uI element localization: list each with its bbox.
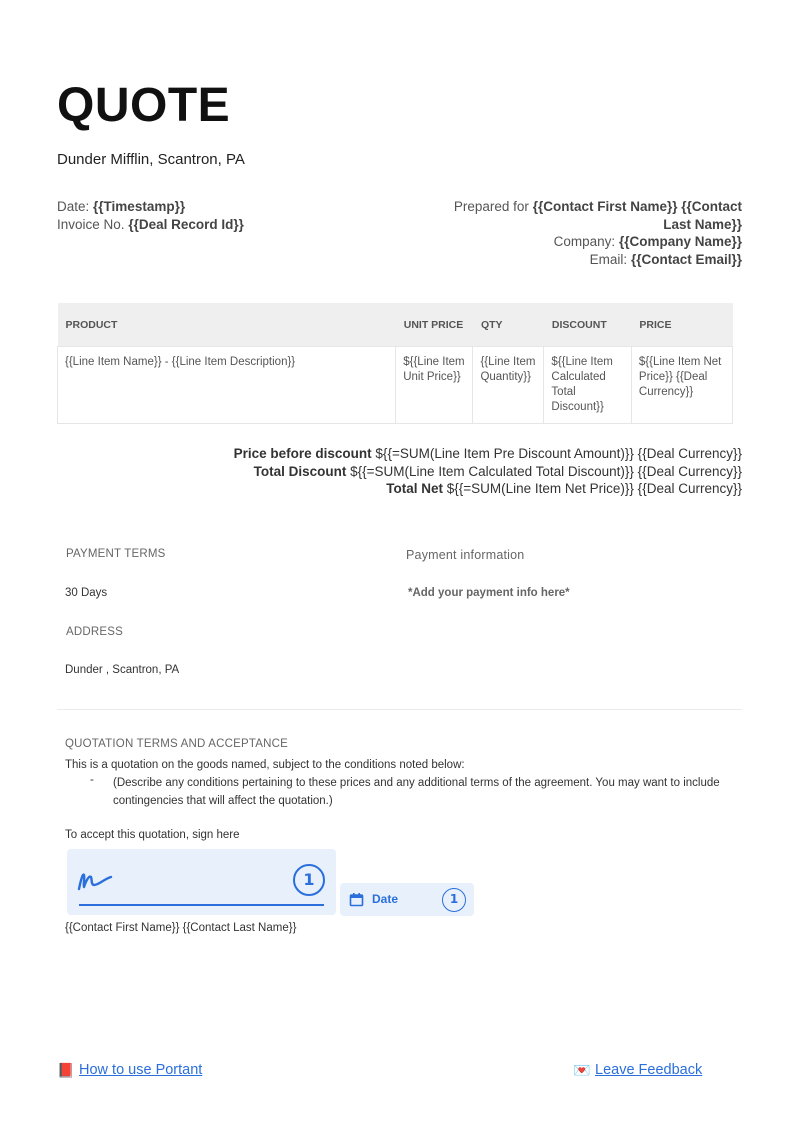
- total-discount-label: Total Discount: [253, 463, 347, 479]
- header-product: PRODUCT: [58, 303, 396, 347]
- invoice-label: Invoice No.: [57, 216, 125, 232]
- price-before-discount-label: Price before discount: [233, 446, 372, 461]
- how-to-use-link[interactable]: How to use Portant: [79, 1062, 203, 1078]
- date-order-badge: 1: [442, 888, 466, 912]
- company-name: Dunder Mifflin, Scantron, PA: [57, 151, 245, 168]
- totals-block: [234, 445, 742, 498]
- email-value: {{Contact Email}}: [630, 251, 742, 267]
- signature-line: [79, 904, 324, 906]
- signature-scribble-icon: [77, 865, 117, 895]
- terms-condition: (Describe any conditions pertaining to these prices and any additional terms of the agreement. You may want to include contingencies that will affect the quotation.): [113, 777, 720, 807]
- terms-heading: QUOTATION TERMS AND ACCEPTANCE: [65, 738, 289, 750]
- total-net-label: Total Net: [386, 481, 443, 496]
- total-net-row: [234, 480, 742, 498]
- address-value: Dunder , Scantron, PA: [65, 664, 180, 676]
- invoice-row: [57, 216, 244, 234]
- payment-terms-value: 30 Days: [65, 587, 108, 599]
- company-value: {{Company Name}}: [618, 234, 742, 249]
- prepared-for-row: [412, 198, 742, 216]
- total-net-value: ${{=SUM(Line Item Net Price)}} {{Deal Currency}}: [446, 481, 742, 496]
- calendar-icon: [349, 892, 364, 907]
- line-items-table: [57, 303, 733, 424]
- table-header-row: [58, 303, 733, 347]
- love-letter-icon: 💌: [573, 1062, 591, 1078]
- book-icon: 📕: [57, 1062, 75, 1078]
- date-field[interactable]: [340, 883, 474, 916]
- prepared-for-value-cont: Last Name}}: [663, 216, 742, 232]
- prepared-for-row-2: [412, 216, 742, 234]
- header-qty: QTY: [473, 303, 544, 347]
- cell-discount: ${{Line Item Calculated Total Discount}}: [544, 347, 631, 424]
- document-title: QUOTE: [57, 79, 231, 132]
- signature-field[interactable]: [67, 849, 336, 915]
- header-discount: DISCOUNT: [544, 303, 631, 347]
- section-divider: [57, 709, 742, 710]
- header-price: PRICE: [631, 303, 732, 347]
- accept-prompt: To accept this quotation, sign here: [65, 829, 240, 841]
- quote-meta-left: [57, 198, 244, 233]
- date-value: {{Timestamp}}: [93, 199, 186, 214]
- date-label: Date:: [57, 199, 90, 214]
- signer-name: {{Contact First Name}} {{Contact Last Name}}: [65, 922, 297, 934]
- terms-intro: This is a quotation on the goods named, subject to the conditions noted below:: [65, 759, 465, 771]
- table-row: [58, 347, 733, 424]
- cell-price: ${{Line Item Net Price}} {{Deal Currency}}: [631, 347, 732, 424]
- company-row: [412, 233, 742, 251]
- payment-info-value: *Add your payment info here*: [408, 587, 570, 599]
- cell-qty: {{Line Item Quantity}}: [473, 347, 544, 424]
- quote-meta-right: [412, 198, 742, 268]
- total-discount-value: ${{=SUM(Line Item Calculated Total Discount)}} {{Deal Currency}}: [350, 463, 742, 479]
- date-field-label: Date: [372, 892, 399, 906]
- leave-feedback-link[interactable]: Leave Feedback: [595, 1062, 703, 1078]
- date-row: [57, 198, 244, 216]
- address-label: ADDRESS: [66, 626, 123, 638]
- price-before-discount-value: ${{=SUM(Line Item Pre Discount Amount)}} {{Deal Currency}}: [375, 446, 742, 461]
- company-label: Company:: [553, 234, 616, 249]
- header-unit-price: UNIT PRICE: [396, 303, 473, 347]
- payment-info-label: Payment information: [406, 548, 525, 562]
- price-before-discount-row: [234, 445, 742, 463]
- email-label: Email:: [589, 251, 628, 267]
- invoice-value: {{Deal Record Id}}: [128, 216, 244, 232]
- payment-terms-label: PAYMENT TERMS: [66, 548, 166, 560]
- signature-order-badge: 1: [293, 864, 325, 896]
- prepared-for-value: {{Contact First Name}} {{Contact: [532, 199, 742, 214]
- terms-bullet: -: [90, 774, 94, 786]
- prepared-for-label: Prepared for: [453, 199, 529, 214]
- cell-product: {{Line Item Name}} - {{Line Item Description}}: [58, 347, 396, 424]
- email-row: [412, 251, 742, 269]
- cell-unit-price: ${{Line Item Unit Price}}: [396, 347, 473, 424]
- total-discount-row: [234, 463, 742, 481]
